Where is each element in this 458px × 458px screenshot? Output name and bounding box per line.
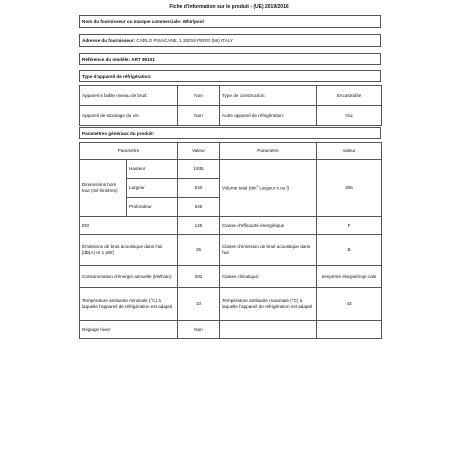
efficiency-class-label: Classe d'efficacité énergétique [220,217,317,235]
dimensions-label: Dimensions hors tout (mil-limètres) [80,160,127,217]
width-label: Largeur [127,179,178,198]
efficiency-class-value: F [317,217,382,235]
energy-label: Consommation d'énergie annuelle (kWh/an) [80,266,178,288]
max-temp-label: Température ambiante maximale (°C) à laquelle l'appareil de réfrigération est adapté [220,288,317,321]
table-row [80,217,382,235]
winter-setting-value: Non [178,321,220,339]
other-appliance-label: Autre appareil de réfrigération: [220,106,317,126]
table-row [80,235,382,266]
appliance-type-table [79,85,382,126]
value-header-2: Valeur [317,143,382,160]
height-label: Hauteur [127,160,178,179]
wine-storage-label: Appareil de stockage du vin: [80,106,178,126]
climate-class-label: Classe climatique: [220,266,317,288]
eei-value: 125 [178,217,220,235]
low-noise-value: Non [178,86,220,106]
height-value: 1935 [178,160,220,179]
address-value: CARLO PISACANE, 1 20016 PERO (MI) ITALY [136,38,233,43]
noise-class-value: B [317,235,382,266]
params-heading: Paramètres généraux du produit: [79,127,381,139]
width-value: 540 [178,179,220,198]
noise-class-label: Classe d'émission de bruit acoustique dans l'air [220,235,317,266]
param-header-2: Paramètre [220,143,317,160]
eei-label: EEI [80,217,178,235]
value-header: Valeur [178,143,220,160]
model-value: ART 96101 [131,56,155,62]
noise-value: 35 [178,235,220,266]
table-row [80,266,382,288]
model-label: Référence du modèle: [82,56,130,62]
param-header: Paramètre [80,143,178,160]
appliance-type-heading: Type d'appareil de réfrigération: [79,70,381,82]
construction-type-value: Encastrable [317,86,382,106]
min-temp-label: Température ambiante minimale (°C) à laquelle l'appareil de réfrigération est adapté [80,288,178,321]
empty-cell [220,321,317,339]
depth-value: 545 [178,198,220,217]
address-label: Adresse du fournisseur: [82,38,136,43]
wine-storage-value: Non [178,106,220,126]
table-row [80,288,382,321]
low-noise-label: Appareil à faible niveau de bruit: [80,86,178,106]
table-row [80,160,382,179]
energy-value: 282 [178,266,220,288]
supplier-row [79,15,381,28]
model-row [79,53,381,65]
construction-type-label: Type de construction: [220,86,317,106]
type-row [80,86,382,106]
supplier-label: Nom du fournisseur ou marque commerciale: [82,19,182,24]
type-row [80,106,382,126]
other-appliance-value: Oui [317,106,382,126]
address-row [79,34,381,47]
supplier-value: Whirlpool [182,19,204,24]
climate-class-value: tempérée élargie/tropi-cale [317,266,382,288]
depth-label: Profondeur [127,198,178,217]
volume-value: 306 [317,160,382,217]
params-header-row [80,143,382,160]
empty-cell [317,321,382,339]
winter-setting-label: Réglage hiver [80,321,178,339]
params-table [79,142,382,339]
max-temp-value: 43 [317,288,382,321]
min-temp-value: 10 [178,288,220,321]
volume-label: Volume total ($dm^3$ Largeur x ou l) [220,160,317,217]
document-title: Fiche d'information sur le produit - (UE) 2019/2016 [169,4,289,10]
noise-label: Émissions de bruit acoustique dans l'air [dB(A) re 1 pW] [80,235,178,266]
table-row [80,321,382,339]
